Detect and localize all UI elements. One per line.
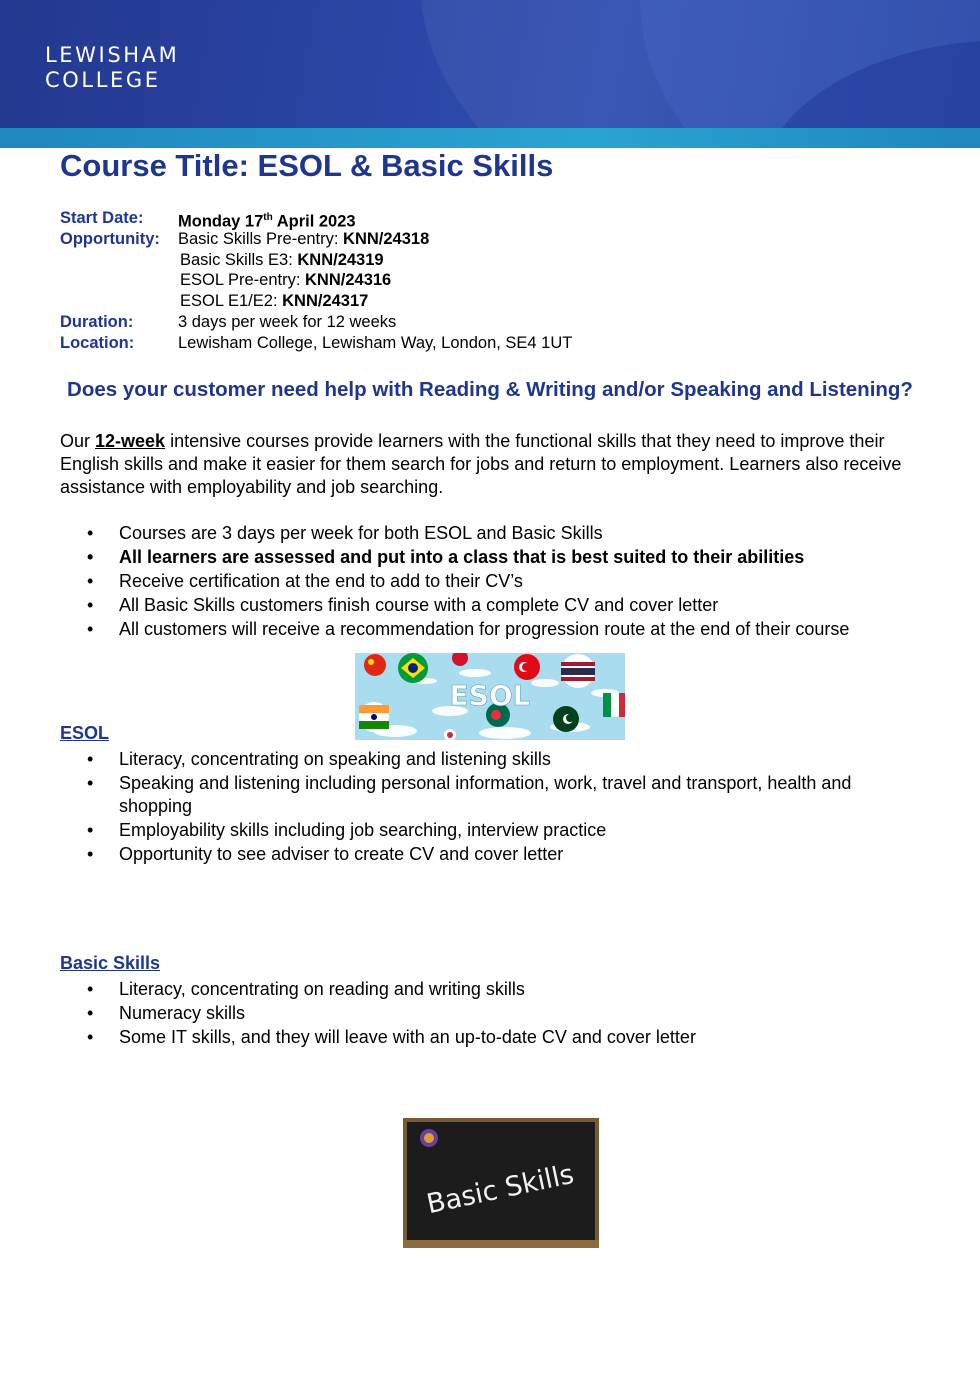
esol-heading: ESOL — [60, 723, 110, 743]
opportunity-item — [178, 229, 429, 250]
basic-skills-heading: Basic Skills — [60, 953, 161, 973]
list-item: • Courses are 3 days per week for both ESOL and Basic Skills — [60, 522, 930, 545]
opportunity-code: KNN/24319 — [297, 250, 384, 269]
opportunity-text: Basic Skills Pre-entry: — [178, 229, 344, 248]
basic-skills-chalkboard-image — [403, 1118, 599, 1248]
opportunity-label: Opportunity: — [60, 229, 160, 248]
esol-flags-image — [355, 653, 625, 740]
list-item: • Employability skills including job searching, interview practice — [60, 819, 930, 842]
list-item: • Receive certification at the end to add to their CV’s — [60, 570, 930, 593]
esol-image-text: ESOL — [449, 679, 531, 712]
opportunity-code: KNN/24318 — [343, 229, 430, 248]
opportunity-text: ESOL Pre-entry: — [180, 271, 306, 290]
chalkboard-text: Basic Skills — [423, 1158, 577, 1221]
start-date-suffix: th — [263, 212, 273, 223]
list-item: • All Basic Skills customers finish course with a complete CV and cover letter — [60, 594, 930, 617]
key-points-list — [60, 522, 930, 642]
opportunity-text: ESOL E1/E2: — [180, 292, 283, 311]
duration-value: 3 days per week for 12 weeks — [178, 312, 397, 331]
start-date-label: Start Date: — [60, 209, 144, 227]
logo-line-2: COLLEGE — [45, 68, 161, 92]
duration-label: Duration: — [60, 312, 134, 331]
opportunity-text: Basic Skills E3: — [180, 250, 298, 269]
location-label: Location: — [60, 333, 135, 352]
start-date-month-year: April 2023 — [272, 212, 356, 231]
header-banner — [0, 0, 980, 148]
start-date-day: Monday 17 — [178, 212, 264, 231]
list-item: • All learners are assessed and put into a class that is best suited to their abilities — [60, 546, 930, 569]
location-value: Lewisham College, Lewisham Way, London, SE4 1UT — [178, 333, 573, 352]
list-item: • Speaking and listening including personal information, work, travel and transport, health and shopping — [60, 772, 930, 818]
opportunity-item — [180, 291, 368, 312]
intro-text: Our — [60, 431, 96, 451]
list-item: • All customers will receive a recommendation for progression route at the end of their course — [60, 618, 930, 641]
intro-emphasis: 12-week — [95, 431, 166, 451]
list-item: • Some IT skills, and they will leave with an up-to-date CV and cover letter — [60, 1026, 930, 1049]
banner-strip — [0, 128, 980, 148]
college-logo — [45, 43, 179, 93]
section-subheading: Does your customer need help with Reading & Writing and/or Speaking and Listening? — [67, 378, 913, 401]
list-item: • Literacy, concentrating on reading and writing skills — [60, 978, 930, 1001]
opportunity-code: KNN/24316 — [305, 271, 392, 290]
logo-line-1: LEWISHAM — [45, 43, 180, 67]
course-title: Course Title: ESOL & Basic Skills — [60, 148, 554, 183]
list-item: • Numeracy skills — [60, 1002, 930, 1025]
basic-skills-list — [60, 978, 930, 1050]
opportunity-item — [180, 250, 384, 271]
esol-list — [60, 748, 930, 867]
intro-text: intensive courses provide learners with the functional skills that they need to improve their English skills and make it easier for them search for jobs and return to employment. Learners also receive assistance with employability and job searching. — [60, 431, 902, 497]
intro-paragraph — [60, 430, 926, 499]
list-item: • Literacy, concentrating on speaking and listening skills — [60, 748, 930, 771]
list-item: • Opportunity to see adviser to create CV and cover letter — [60, 843, 930, 866]
opportunity-code: KNN/24317 — [282, 292, 369, 311]
opportunity-item — [180, 270, 391, 291]
